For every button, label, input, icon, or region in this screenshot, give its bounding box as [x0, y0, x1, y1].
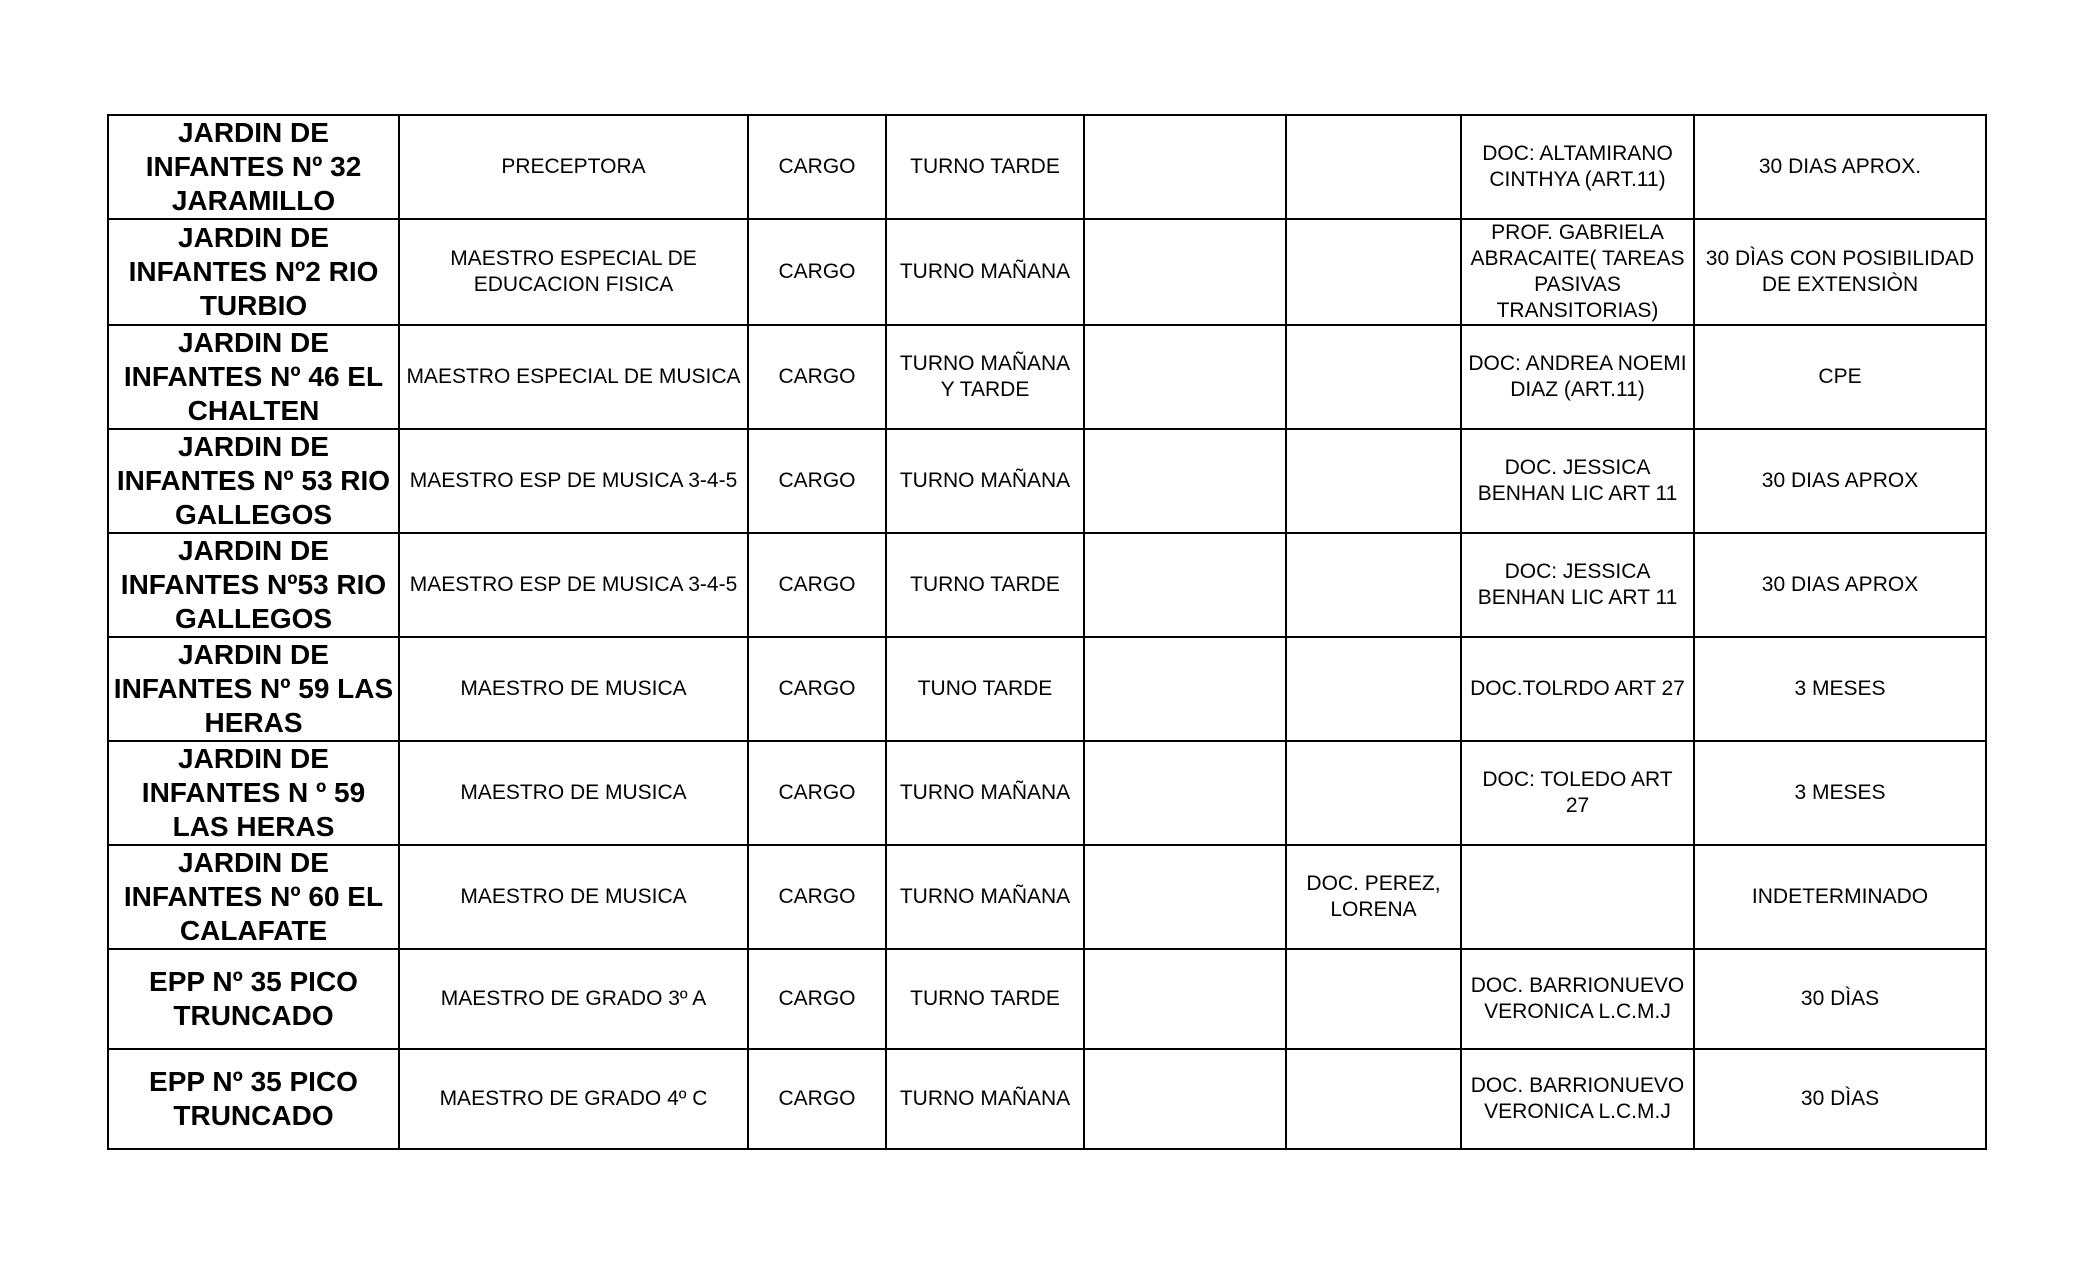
table-row	[108, 325, 1986, 429]
type-cell: CARGO	[748, 429, 886, 533]
teacher-cell	[1286, 115, 1461, 219]
position-cell: MAESTRO ESPECIAL DE MUSICA	[399, 325, 748, 429]
empty-cell	[1084, 533, 1286, 637]
position-cell: MAESTRO DE MUSICA	[399, 637, 748, 741]
teacher-cell	[1286, 533, 1461, 637]
empty-cell	[1084, 949, 1286, 1049]
school-cell: JARDIN DE INFANTES Nº 53 RIO GALLEGOS	[108, 429, 399, 533]
teacher-cell	[1286, 949, 1461, 1049]
replaces-cell: DOC: TOLEDO ART 27	[1461, 741, 1694, 845]
duration-cell: 30 DÌAS	[1694, 1049, 1986, 1149]
empty-cell	[1084, 637, 1286, 741]
replaces-cell: DOC. JESSICA BENHAN LIC ART 11	[1461, 429, 1694, 533]
shift-cell: TURNO MAÑANA	[886, 1049, 1084, 1149]
replaces-cell: DOC. BARRIONUEVO VERONICA L.C.M.J	[1461, 949, 1694, 1049]
table-row	[108, 1049, 1986, 1149]
shift-cell: TURNO MAÑANA Y TARDE	[886, 325, 1084, 429]
replaces-cell: DOC.TOLRDO ART 27	[1461, 637, 1694, 741]
teacher-cell	[1286, 741, 1461, 845]
shift-cell: TURNO MAÑANA	[886, 845, 1084, 949]
table-body	[108, 115, 1986, 1149]
teacher-cell	[1286, 219, 1461, 325]
type-cell: CARGO	[748, 325, 886, 429]
empty-cell	[1084, 429, 1286, 533]
shift-cell: TURNO MAÑANA	[886, 741, 1084, 845]
duration-cell: CPE	[1694, 325, 1986, 429]
replaces-cell: PROF. GABRIELA ABRACAITE( TAREAS PASIVAS TRANSITORIAS)	[1461, 219, 1694, 325]
position-cell: PRECEPTORA	[399, 115, 748, 219]
duration-cell: 30 DÌAS	[1694, 949, 1986, 1049]
position-cell: MAESTRO DE GRADO 3º A	[399, 949, 748, 1049]
school-cell: JARDIN DE INFANTES Nº53 RIO GALLEGOS	[108, 533, 399, 637]
school-cell: EPP Nº 35 PICO TRUNCADO	[108, 949, 399, 1049]
duration-cell: INDETERMINADO	[1694, 845, 1986, 949]
replaces-cell: DOC. BARRIONUEVO VERONICA L.C.M.J	[1461, 1049, 1694, 1149]
shift-cell: TURNO TARDE	[886, 115, 1084, 219]
table-row	[108, 637, 1986, 741]
empty-cell	[1084, 115, 1286, 219]
position-cell: MAESTRO DE GRADO 4º C	[399, 1049, 748, 1149]
shift-cell: TUNO TARDE	[886, 637, 1084, 741]
teacher-cell	[1286, 637, 1461, 741]
replaces-cell: DOC: ANDREA NOEMI DIAZ (ART.11)	[1461, 325, 1694, 429]
teacher-cell	[1286, 429, 1461, 533]
type-cell: CARGO	[748, 637, 886, 741]
empty-cell	[1084, 1049, 1286, 1149]
shift-cell: TURNO MAÑANA	[886, 219, 1084, 325]
replaces-cell: DOC: JESSICA BENHAN LIC ART 11	[1461, 533, 1694, 637]
table-row	[108, 741, 1986, 845]
shift-cell: TURNO TARDE	[886, 949, 1084, 1049]
type-cell: CARGO	[748, 219, 886, 325]
position-cell: MAESTRO DE MUSICA	[399, 845, 748, 949]
position-cell: MAESTRO ESP DE MUSICA 3-4-5	[399, 429, 748, 533]
replaces-cell	[1461, 845, 1694, 949]
type-cell: CARGO	[748, 741, 886, 845]
school-cell: JARDIN DE INFANTES Nº2 RIO TURBIO	[108, 219, 399, 325]
table-row	[108, 219, 1986, 325]
type-cell: CARGO	[748, 533, 886, 637]
school-cell: JARDIN DE INFANTES Nº 46 EL CHALTEN	[108, 325, 399, 429]
school-cell: JARDIN DE INFANTES N º 59 LAS HERAS	[108, 741, 399, 845]
empty-cell	[1084, 845, 1286, 949]
empty-cell	[1084, 219, 1286, 325]
position-cell: MAESTRO ESP DE MUSICA 3-4-5	[399, 533, 748, 637]
type-cell: CARGO	[748, 949, 886, 1049]
duration-cell: 30 DIAS APROX	[1694, 429, 1986, 533]
duration-cell: 3 MESES	[1694, 637, 1986, 741]
duration-cell: 30 DIAS APROX.	[1694, 115, 1986, 219]
vacancy-table	[107, 114, 1987, 1150]
table-row	[108, 115, 1986, 219]
school-cell: JARDIN DE INFANTES Nº 32 JARAMILLO	[108, 115, 399, 219]
shift-cell: TURNO MAÑANA	[886, 429, 1084, 533]
school-cell: JARDIN DE INFANTES Nº 59 LAS HERAS	[108, 637, 399, 741]
duration-cell: 30 DÌAS CON POSIBILIDAD DE EXTENSIÒN	[1694, 219, 1986, 325]
teacher-cell: DOC. PEREZ, LORENA	[1286, 845, 1461, 949]
duration-cell: 30 DIAS APROX	[1694, 533, 1986, 637]
school-cell: EPP Nº 35 PICO TRUNCADO	[108, 1049, 399, 1149]
replaces-cell: DOC: ALTAMIRANO CINTHYA (ART.11)	[1461, 115, 1694, 219]
empty-cell	[1084, 741, 1286, 845]
type-cell: CARGO	[748, 845, 886, 949]
position-cell: MAESTRO ESPECIAL DE EDUCACION FISICA	[399, 219, 748, 325]
school-cell: JARDIN DE INFANTES Nº 60 EL CALAFATE	[108, 845, 399, 949]
position-cell: MAESTRO DE MUSICA	[399, 741, 748, 845]
teacher-cell	[1286, 325, 1461, 429]
type-cell: CARGO	[748, 115, 886, 219]
table-row	[108, 845, 1986, 949]
table-row	[108, 533, 1986, 637]
shift-cell: TURNO TARDE	[886, 533, 1084, 637]
table-row	[108, 949, 1986, 1049]
type-cell: CARGO	[748, 1049, 886, 1149]
empty-cell	[1084, 325, 1286, 429]
teacher-cell	[1286, 1049, 1461, 1149]
duration-cell: 3 MESES	[1694, 741, 1986, 845]
table-row	[108, 429, 1986, 533]
